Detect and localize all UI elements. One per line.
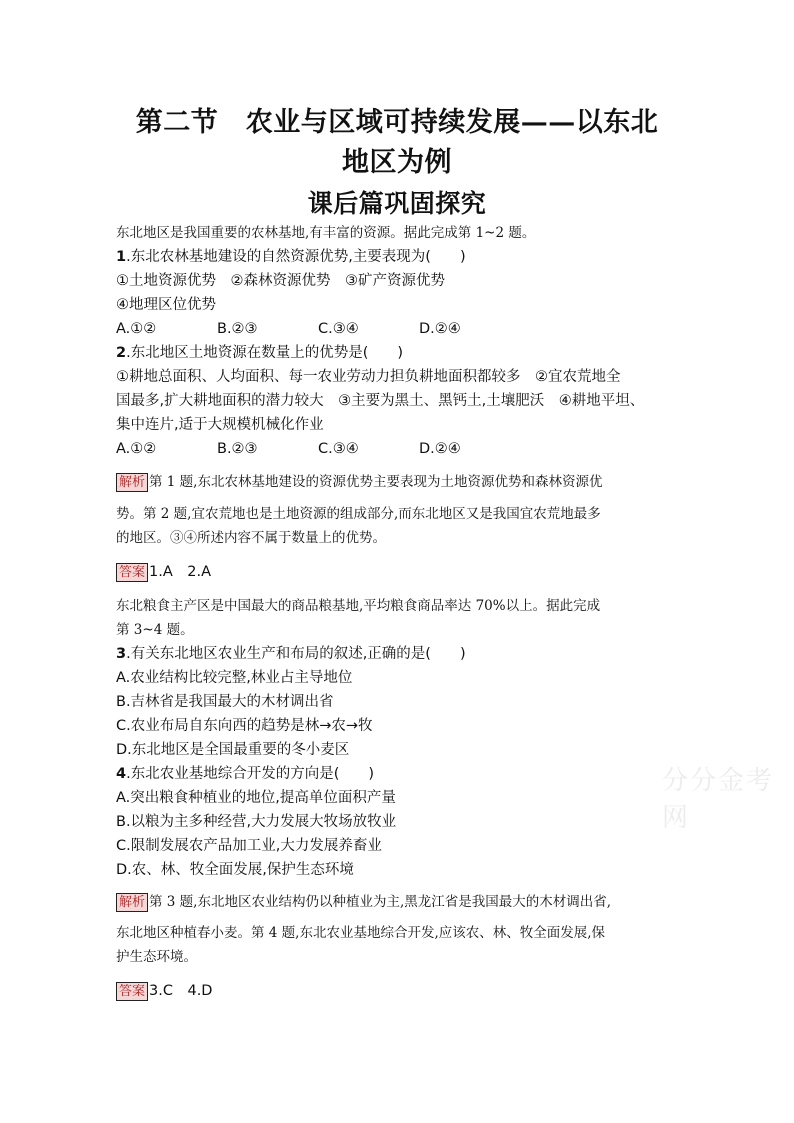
answer-1 xyxy=(116,561,211,583)
question-2-items-line3: 集中连片,适于大规模机械化作业 xyxy=(116,417,324,433)
page-title-line2: 地区为例 xyxy=(342,147,452,178)
answer-2 xyxy=(116,980,212,1002)
option-a: A.①② xyxy=(116,441,157,457)
page-subtitle: 课后篇巩固探究 xyxy=(307,189,487,218)
analysis-tag: 解析 xyxy=(116,893,148,912)
analysis-1-line3: 的地区。③④所述内容不属于数量上的优势。 xyxy=(116,530,386,546)
option-c: C.③④ xyxy=(318,321,359,337)
analysis-2-line3: 护生态环境。 xyxy=(116,949,197,965)
question-3-stem xyxy=(116,643,466,665)
analysis-tag: 解析 xyxy=(116,473,148,492)
option-d: D.②④ xyxy=(419,441,461,457)
watermark: 分分金考网 xyxy=(662,766,775,833)
question-2-items-line2: 国最多,扩大耕地面积的潜力较大 ③主要为黑土、黑钙土,土壤肥沃 ④耕地平坦、 xyxy=(116,393,645,409)
question-number: 1 xyxy=(116,249,127,265)
option-c: C.③④ xyxy=(318,441,359,457)
question-stem: .东北农业基地综合开发的方向是( ) xyxy=(126,766,375,782)
question-1-items-line1: ①土地资源优势 ②森林资源优势 ③矿产资源优势 xyxy=(116,273,445,289)
answer-text: 1.A 2.A xyxy=(149,564,212,580)
question-3-option-b: B.吉林省是我国最大的木材调出省 xyxy=(116,694,334,710)
question-number: 2 xyxy=(116,345,127,361)
answer-tag: 答案 xyxy=(116,982,148,1001)
question-number: 3 xyxy=(116,646,127,662)
question-2-options xyxy=(116,438,520,460)
page-title-line1: 第二节 农业与区域可持续发展——以东北 xyxy=(135,107,659,138)
option-d: D.②④ xyxy=(419,321,461,337)
analysis-text: 第 3 题,东北地区农业结构仍以种植业为主,黑龙江省是我国最大的木材调出省, xyxy=(149,894,612,910)
option-b: B.②③ xyxy=(217,441,258,457)
question-1-stem xyxy=(116,246,466,268)
question-stem: .东北农林基地建设的自然资源优势,主要表现为( ) xyxy=(126,249,466,265)
answer-tag: 答案 xyxy=(116,563,148,582)
option-a: A.①② xyxy=(116,321,157,337)
question-number: 4 xyxy=(116,766,127,782)
question-4-option-b: B.以粮为主多种经营,大力发展大牧场放牧业 xyxy=(116,814,397,830)
material-text-2-line1: 东北粮食主产区是中国最大的商品粮基地,平均粮食商品率达 70%以上。据此完成 xyxy=(116,598,601,614)
material-text-1: 东北地区是我国重要的农林基地,有丰富的资源。据此完成第 1~2 题。 xyxy=(116,225,536,241)
material-text-2-line2: 第 3~4 题。 xyxy=(116,622,194,638)
analysis-text: 第 1 题,东北农林基地建设的资源优势主要表现为土地资源优势和森林资源优 xyxy=(149,474,603,490)
question-4-option-c: C.限制发展农产品加工业,大力发展养畜业 xyxy=(116,838,382,854)
analysis-2-line1 xyxy=(116,891,611,913)
question-1-options xyxy=(116,318,520,340)
question-2-items-line1: ①耕地总面积、人均面积、每一农业劳动力担负耕地面积都较多 ②宜农荒地全 xyxy=(116,369,621,385)
analysis-1-line2: 势。第 2 题,宜农荒地也是土地资源的组成部分,而东北地区又是我国宜农荒地最多 xyxy=(116,506,601,522)
question-stem: .东北地区土地资源在数量上的优势是( ) xyxy=(126,345,404,361)
question-2-stem xyxy=(116,342,403,364)
option-b: B.②③ xyxy=(217,321,258,337)
analysis-1-line1 xyxy=(116,471,602,493)
question-4-stem xyxy=(116,763,374,785)
analysis-2-line2: 东北地区种植春小麦。第 4 题,东北农业基地综合开发,应该农、林、牧全面发展,保 xyxy=(116,925,606,941)
question-1-items-line2: ④地理区位优势 xyxy=(116,297,216,313)
question-3-option-d: D.东北地区是全国最重要的冬小麦区 xyxy=(116,742,350,758)
question-3-option-c: C.农业布局自东向西的趋势是林→农→牧 xyxy=(116,718,373,734)
question-3-option-a: A.农业结构比较完整,林业占主导地位 xyxy=(116,670,353,686)
question-stem: .有关东北地区农业生产和布局的叙述,正确的是( ) xyxy=(126,646,466,662)
question-4-option-a: A.突出粮食种植业的地位,提高单位面积产量 xyxy=(116,790,396,806)
question-4-option-d: D.农、林、牧全面发展,保护生态环境 xyxy=(116,862,354,878)
answer-text: 3.C 4.D xyxy=(149,983,213,999)
